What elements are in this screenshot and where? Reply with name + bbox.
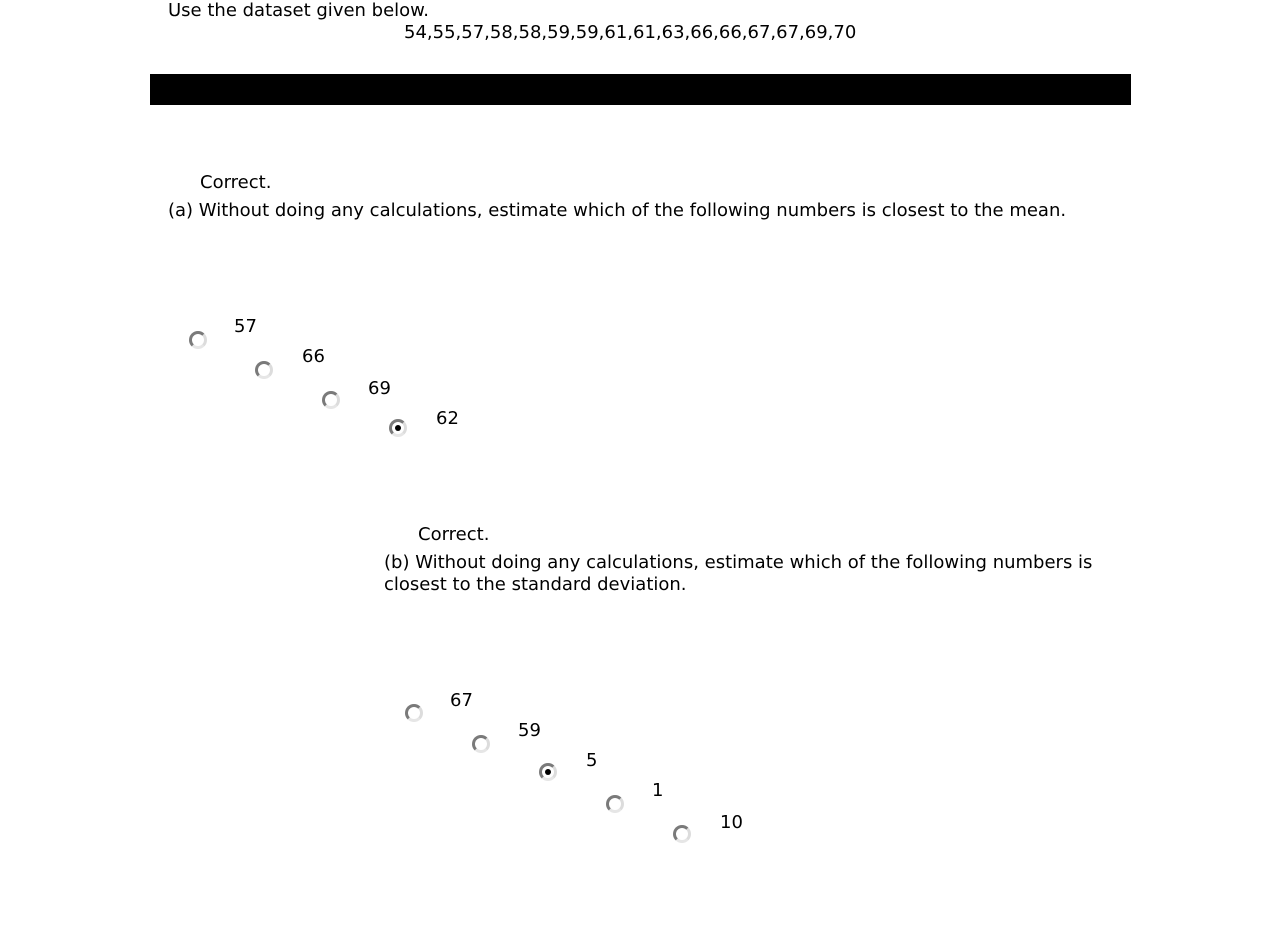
radio-a-option-3[interactable] bbox=[322, 391, 340, 409]
option-b-label-3[interactable]: 5 bbox=[586, 750, 598, 771]
radio-b-option-1[interactable] bbox=[405, 704, 423, 722]
radio-a-option-2[interactable] bbox=[255, 361, 273, 379]
instruction-text: Use the dataset given below. bbox=[168, 0, 429, 21]
radio-a-option-1[interactable] bbox=[189, 331, 207, 349]
feedback-b: Correct. bbox=[418, 524, 490, 545]
option-a-label-2[interactable]: 66 bbox=[302, 346, 325, 367]
radio-dot bbox=[395, 425, 401, 431]
option-b-label-1[interactable]: 67 bbox=[450, 690, 473, 711]
radio-b-option-3[interactable] bbox=[539, 763, 557, 781]
feedback-a: Correct. bbox=[200, 172, 272, 193]
radio-a-option-4[interactable] bbox=[389, 419, 407, 437]
option-a-label-4[interactable]: 62 bbox=[436, 408, 459, 429]
option-b-label-2[interactable]: 59 bbox=[518, 720, 541, 741]
option-a-label-1[interactable]: 57 bbox=[234, 316, 257, 337]
question-b-prompt: (b) Without doing any calculations, estimate which of the following numbers is closest to the standard deviation. bbox=[384, 552, 1093, 595]
radio-b-option-2[interactable] bbox=[472, 735, 490, 753]
black-banner bbox=[150, 74, 1131, 105]
option-b-label-4[interactable]: 1 bbox=[652, 780, 664, 801]
dataset-values: 54,55,57,58,58,59,59,61,61,63,66,66,67,67,69,70 bbox=[404, 22, 857, 43]
question-a-prompt: (a) Without doing any calculations, estimate which of the following numbers is closest to the mean. bbox=[168, 200, 1067, 221]
option-b-label-5[interactable]: 10 bbox=[720, 812, 743, 833]
radio-b-option-4[interactable] bbox=[606, 795, 624, 813]
radio-b-option-5[interactable] bbox=[673, 825, 691, 843]
option-a-label-3[interactable]: 69 bbox=[368, 378, 391, 399]
radio-dot bbox=[545, 769, 551, 775]
